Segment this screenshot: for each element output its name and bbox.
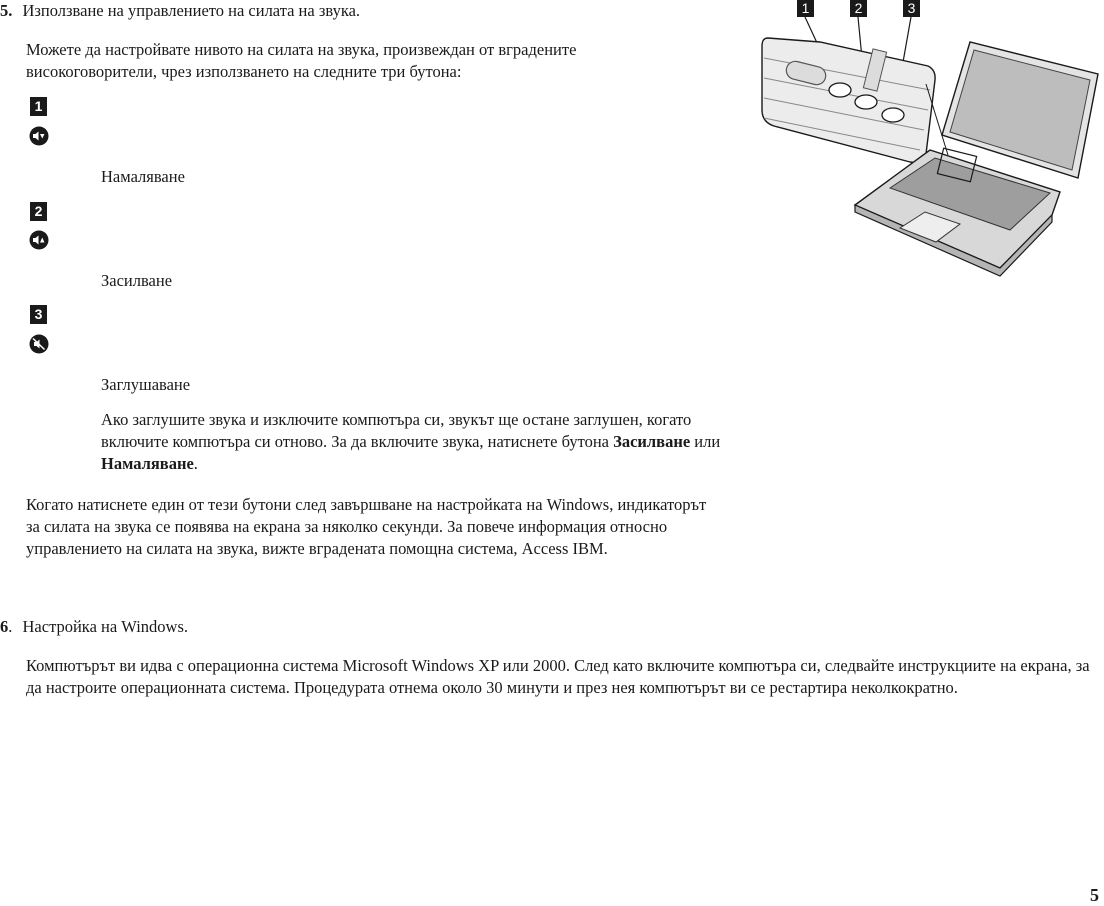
mute-note-bold-2: Намаляване [101, 454, 194, 473]
badge-1: 1 [30, 97, 47, 116]
step5-after-paragraph: Когато натиснете един от тези бутони след завършване на настройката на Windows, индикаторът за силата на звука се появява на екрана за няколко секунди. За повече информация относно управлението на силата на звука, вижте вградената помощна система, Access IBM. [26, 495, 707, 558]
mute-note-bold-1: Засилване [613, 432, 691, 451]
mute-icon [29, 334, 49, 354]
callout-1: 1 [797, 0, 814, 17]
laptop-illustration [760, 0, 1104, 295]
volume-down-icon [29, 126, 49, 146]
step5-heading: Използване на управлението на силата на звука. [22, 1, 361, 20]
badge-2: 2 [30, 202, 47, 221]
step5-number: 5. [0, 1, 13, 20]
step5-heading-line [0, 0, 360, 22]
laptop-figure [760, 0, 1104, 295]
step6-heading-line [0, 616, 188, 638]
step6-heading: Настройка на Windows. [22, 617, 189, 636]
step5-intro: Можете да настройвате нивото на силата на звука, произвеждан от вградените високоговорители, чрез използването на следните три бутона: [26, 40, 577, 81]
step6-body: Компютърът ви идва с операционна система Microsoft Windows XP или 2000. След като включите компютъра си, следвайте инструкциите на екрана, за да настроите операционната система. Процедурата отнема около 30 минути и през нея компютърът ви се рестартира неколкократно. [26, 656, 1090, 697]
volume-down-label: Намаляване [101, 167, 185, 186]
page-number: 5 [1090, 885, 1099, 905]
badge-3: 3 [30, 305, 47, 324]
mute-note-text-2: или [690, 432, 721, 451]
volume-up-label: Засилване [101, 271, 173, 290]
volume-up-icon [29, 230, 49, 250]
mute-note-text-3: . [193, 454, 198, 473]
callout-2: 2 [850, 0, 867, 17]
mute-label: Заглушаване [101, 375, 191, 394]
mute-note [101, 409, 741, 475]
step6-number: 6 [0, 617, 9, 636]
mute-note-text-1: Ако заглушите звука и изключите компютъра си, звукът ще остане заглушен, когато включите компютъра си отново. За да включите звука, натиснете бутона [101, 410, 692, 451]
step6-number-suffix: . [8, 617, 13, 636]
callout-3: 3 [903, 0, 920, 17]
